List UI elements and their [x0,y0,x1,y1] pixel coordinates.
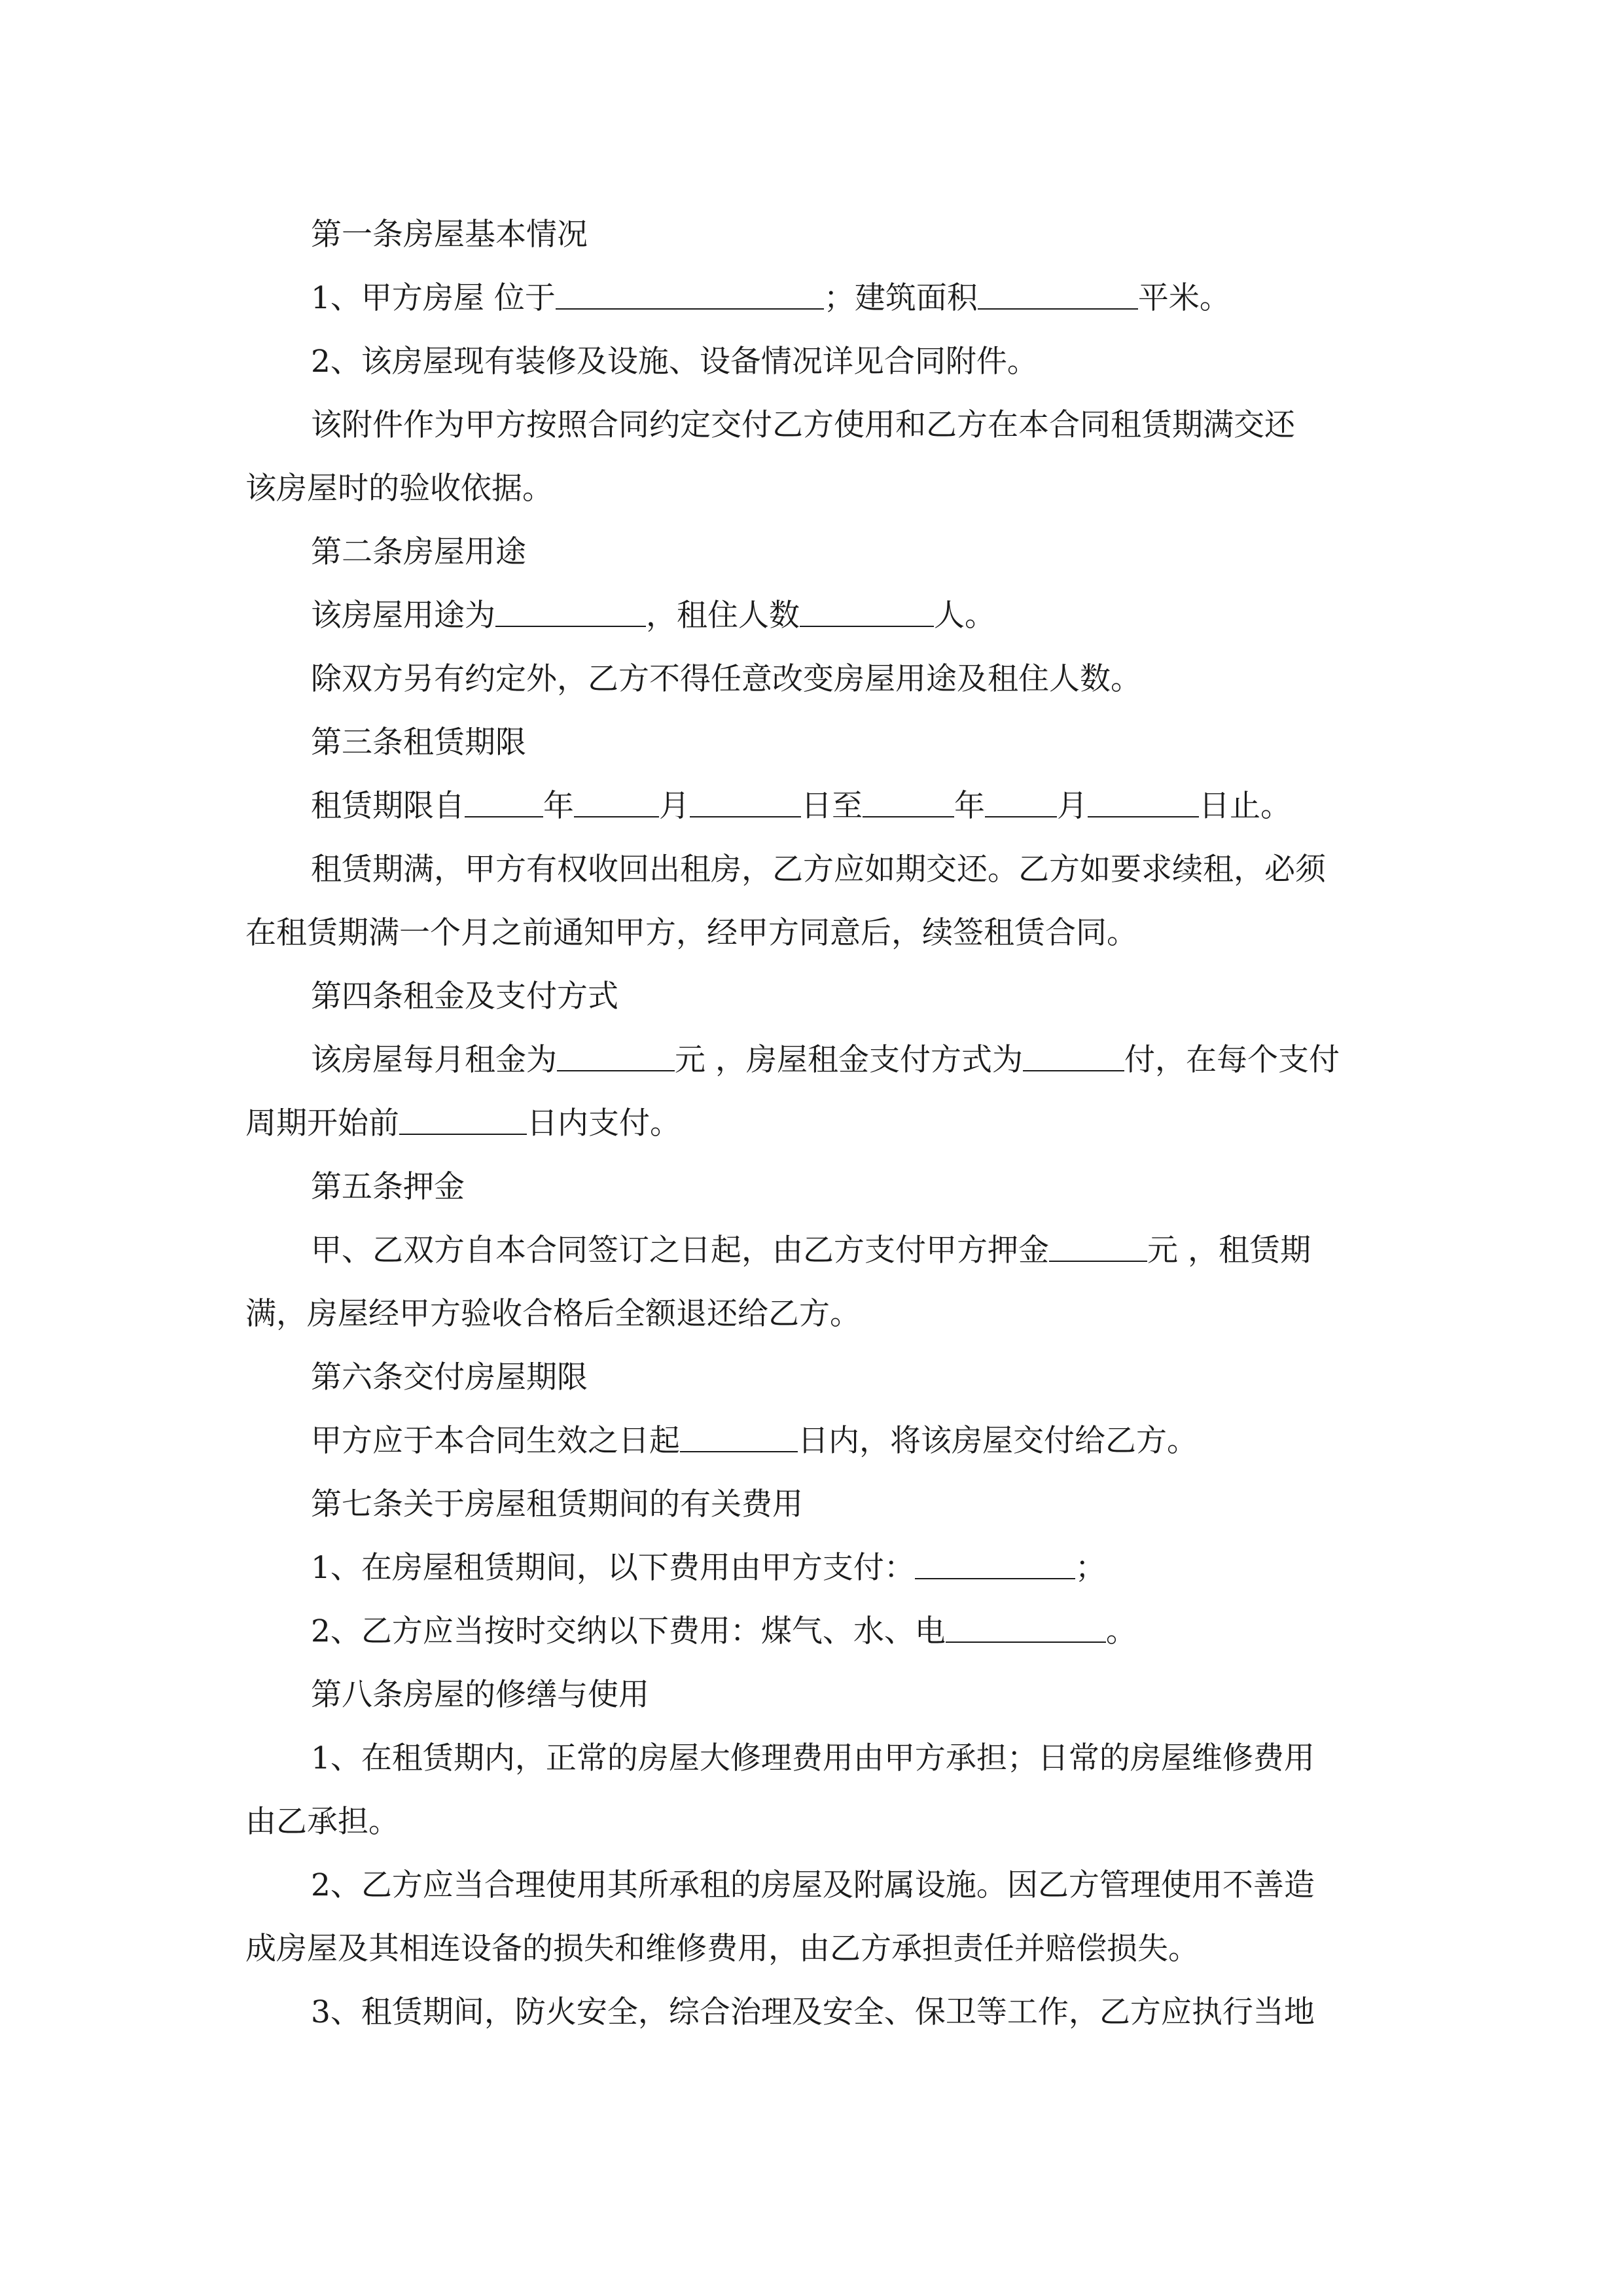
monthly-rent-blank [557,1036,675,1071]
article4-heading: 第四条租金及支付方式 [311,978,618,1014]
article2-restriction: 除双方另有约定外，乙方不得任意改变房屋用途及租住人数。 [311,661,1141,697]
article1-note-line1: 该附件作为甲方按照合同约定交付乙方使用和乙方在本合同租赁期满交还 [311,407,1295,443]
article5-deposit-line2: 满，房屋经甲方验收合格后全额退还给乙方。 [245,1296,861,1332]
article3-heading: 第三条租赁期限 [311,725,526,761]
article1-item1: 1、甲方房屋 位于 ；建筑面积 平米。 [245,266,1378,330]
article7-fee2: 2、乙方应当按时交纳以下费用：煤气、水、电 。 [245,1600,1378,1663]
article3-renew-line2: 在租赁期满一个月之前通知甲方，经甲方同意后，续签租赁合同。 [245,915,1137,951]
start-month-blank [574,782,659,817]
article3-renew-line1: 租赁期满，甲方有权收回出租房，乙方应如期交还。乙方如要求续租，必须 [311,852,1326,888]
article5-deposit-line1: 甲、乙双方自本合同签订之日起，由乙方支付甲方押金 元 ，租赁期 [245,1219,1378,1282]
article8-heading: 第八条房屋的修缮与使用 [311,1677,649,1713]
area-blank [978,274,1138,310]
contract-page [245,203,1378,2044]
end-month-blank [985,782,1057,817]
usage-blank [495,592,646,627]
deposit-amount-blank [1049,1227,1147,1262]
payment-days-blank [399,1100,527,1135]
article8-item3-line1: 3、租赁期间，防火安全，综合治理及安全、保卫等工作，乙方应执行当地 [311,1994,1315,2030]
article8-item2-line2: 成房屋及其相连设备的损失和维修费用，由乙方承担责任并赔偿损失。 [245,1931,1199,1967]
article1-item2: 2、该房屋现有装修及设施、设备情况详见合同附件。 [311,344,1038,380]
article6-delivery: 甲方应于本合同生效之日起 日内，将该房屋交付给乙方。 [245,1409,1378,1473]
article4-rent-line1: 该房屋每月租金为 元 ，房屋租金支付方式为 付，在每个支付 [245,1028,1378,1092]
article7-fee1: 1、在房屋租赁期间，以下费用由甲方支付： ； [245,1536,1378,1600]
article6-heading: 第六条交付房屋期限 [311,1359,588,1395]
article8-item1-line1: 1、在租赁期内，正常的房屋大修理费用由甲方承担；日常的房屋维修费用 [311,1740,1315,1776]
article1-note-line2: 该房屋时的验收依据。 [245,471,553,507]
landlord-fees-blank [915,1544,1075,1579]
article7-heading: 第七条关于房屋租赁期间的有关费用 [311,1486,803,1522]
start-year-blank [465,782,543,817]
occupants-blank [800,592,934,627]
article3-term: 租赁期限自 年 月 日至 年 月 日止。 [245,774,1378,838]
tenant-fees-blank [946,1607,1106,1643]
article8-item2-line1: 2、乙方应当合理使用其所承租的房屋及附属设施。因乙方管理使用不善造 [311,1867,1315,1903]
delivery-days-blank [680,1417,798,1452]
start-day-blank [690,782,801,817]
article2-use: 该房屋用途为 ，租住人数 人。 [245,584,1378,647]
article1-heading: 第一条房屋基本情况 [311,217,588,253]
payment-method-blank [1023,1036,1124,1071]
end-year-blank [863,782,954,817]
article2-heading: 第二条房屋用途 [311,534,526,570]
end-day-blank [1088,782,1199,817]
article4-rent-line2: 周期开始前 日内支付。 [245,1092,1378,1155]
article5-heading: 第五条押金 [311,1169,465,1205]
location-blank [556,274,824,310]
article8-item1-line2: 由乙承担。 [245,1804,399,1840]
